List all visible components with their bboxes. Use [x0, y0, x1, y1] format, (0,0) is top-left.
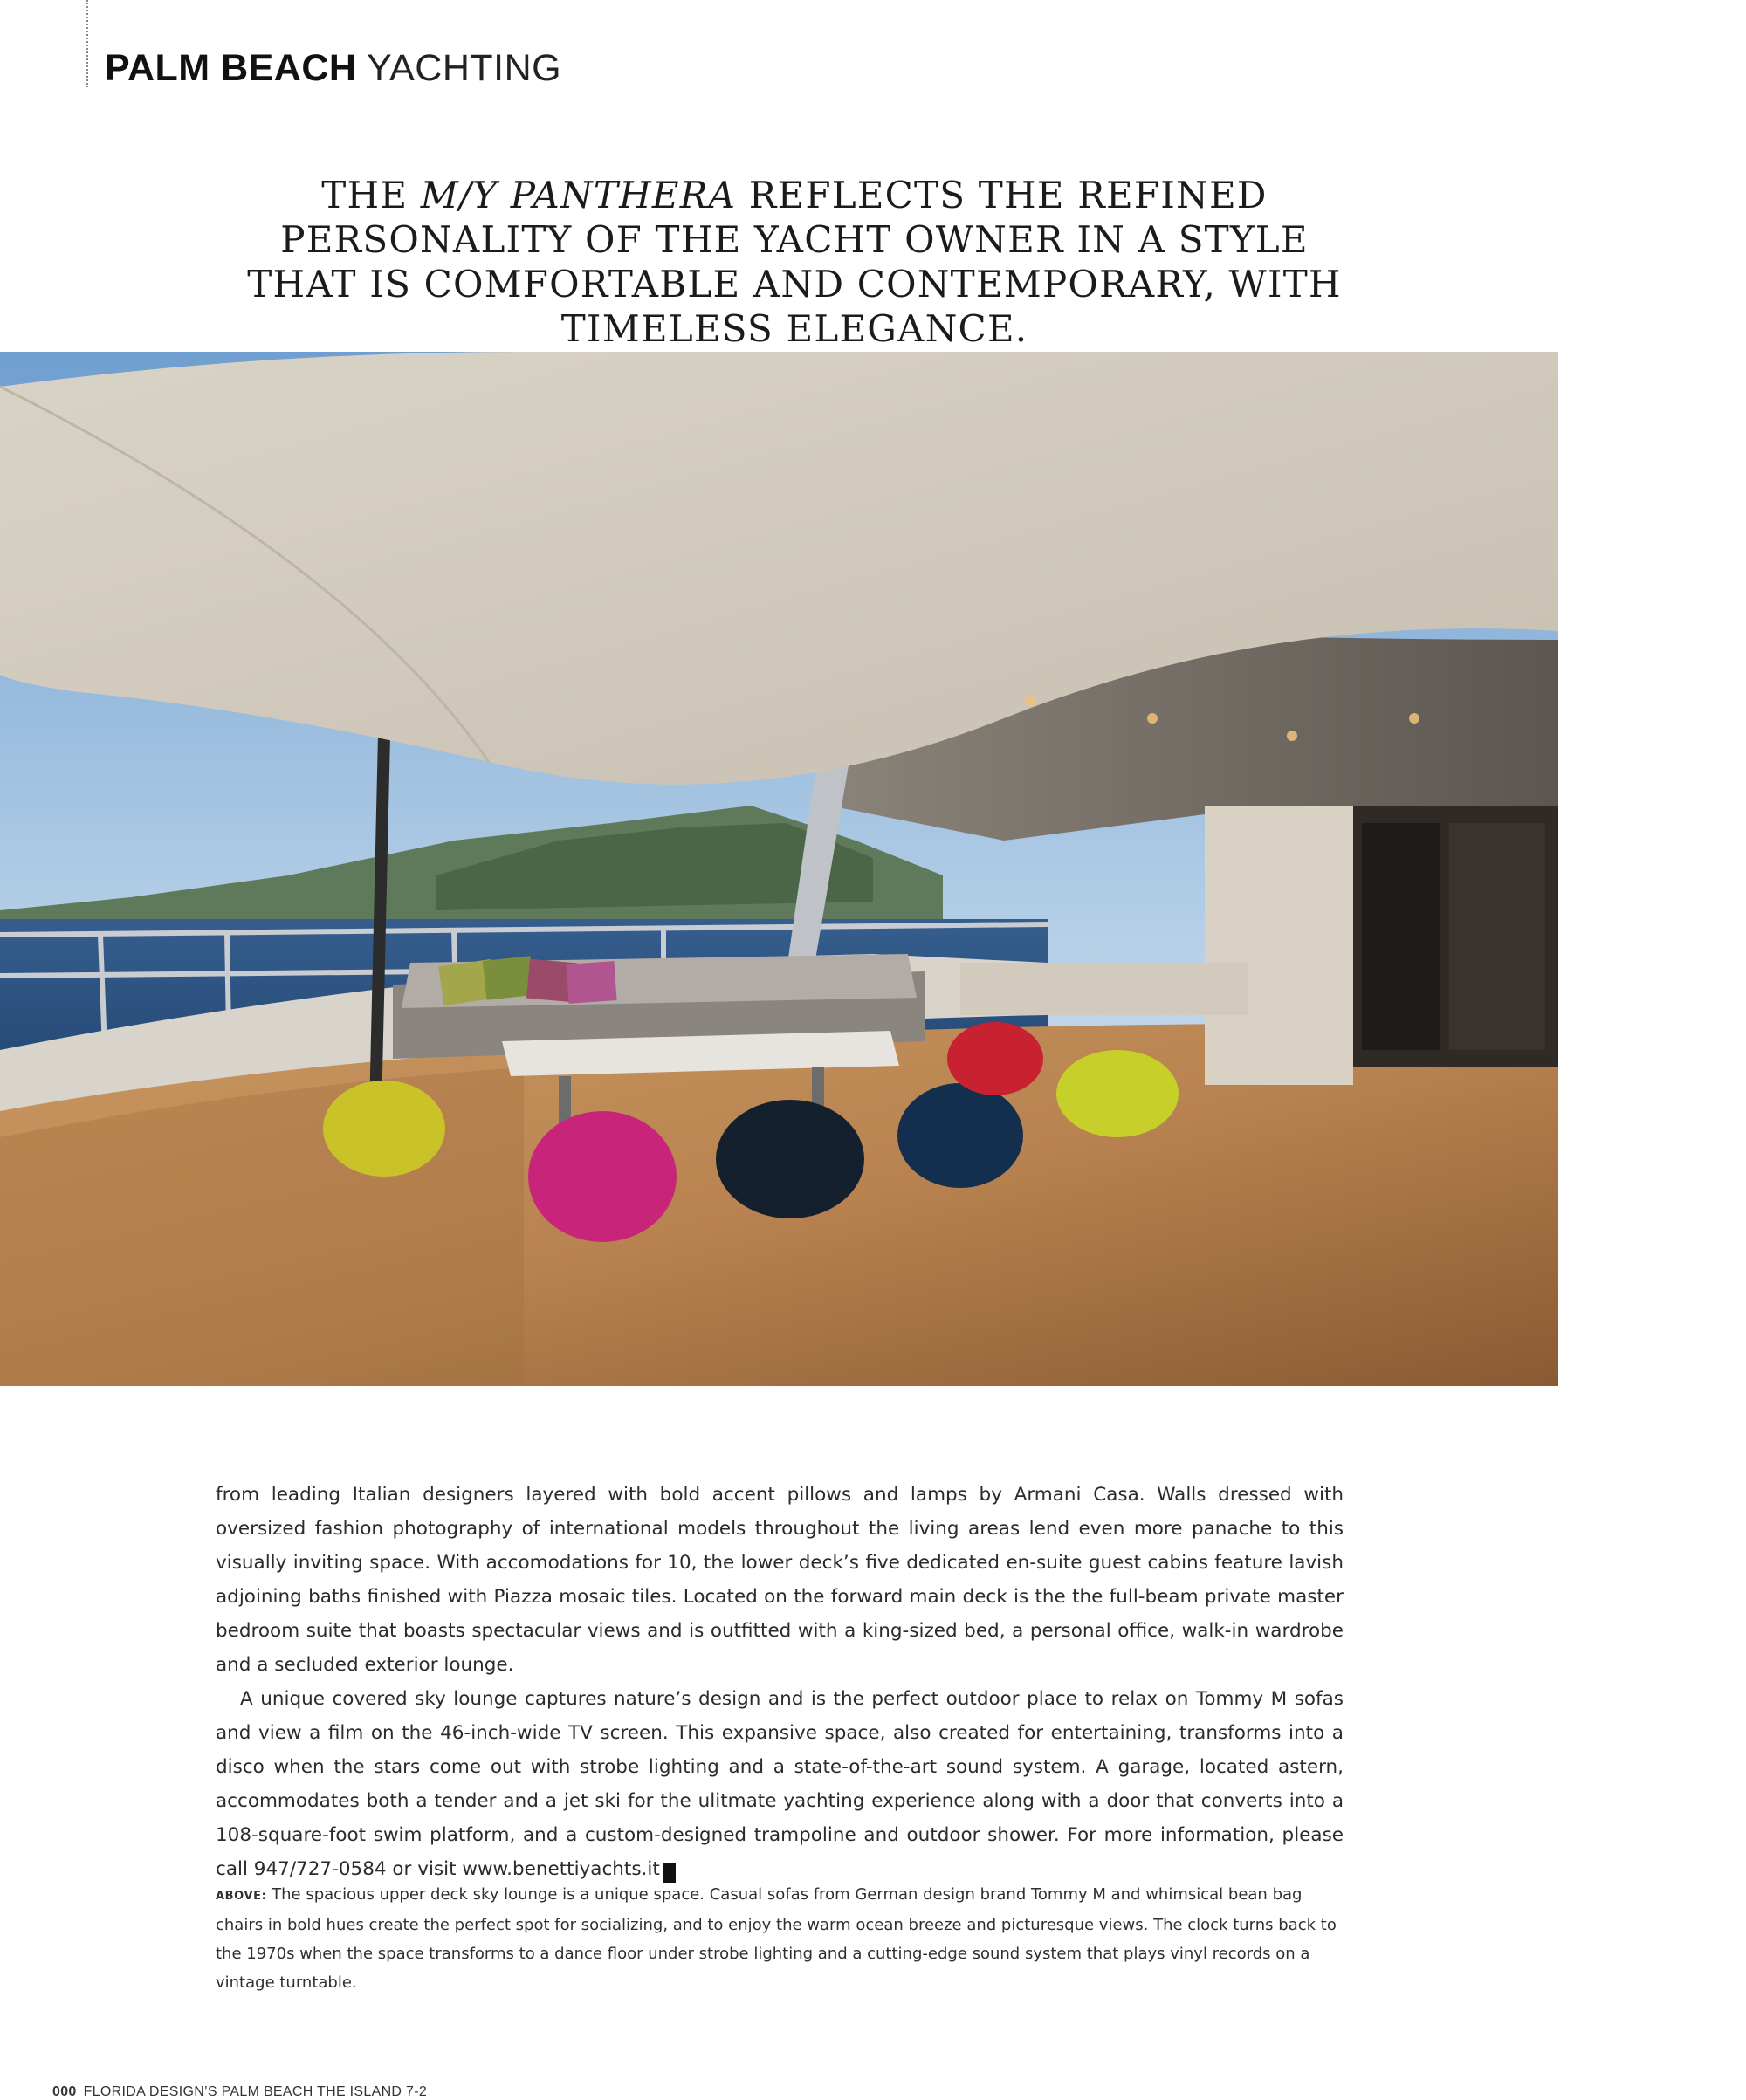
pull-quote-part1: THE: [321, 174, 421, 216]
photo-caption: [216, 1880, 1344, 1997]
page-number: 000: [52, 2084, 77, 2099]
bean-bag-pink: [528, 1111, 677, 1242]
vessel-name: PANTHERA: [510, 174, 737, 216]
bean-bag-navy: [897, 1083, 1023, 1188]
body-paragraph-2: [216, 1682, 1344, 1886]
yacht-deck-illustration: [0, 352, 1558, 1386]
section-heading: [105, 47, 561, 90]
bean-bag-red: [947, 1022, 1043, 1095]
page-footer: [52, 2084, 427, 2100]
body-paragraph-1: from leading Italian designers layered with bold accent pillows and lamps by Armani Casa. Walls dressed with oversized fashion photography of international models throughout the living areas lend even more panache to this visually inviting space. With accomodations for 10, the lower deck’s five dedicated en-suite guest cabins feature lavish adjoining baths finished with Piazza mosaic tiles. Located on the forward main deck is the the full-beam private master bedroom suite that boasts spectacular views and is outfitted with a king-sized bed, a personal office, walk-in wardrobe and a secluded exterior lounge.: [216, 1484, 1344, 1676]
yacht-deck-photo: [0, 352, 1558, 1386]
pull-quote: [236, 173, 1353, 351]
end-mark-icon: i: [663, 1863, 676, 1883]
bean-bag-black: [716, 1100, 864, 1218]
caption-text: The spacious upper deck sky lounge is a unique space. Casual sofas from German design brand Tommy M and whimsical bean bag chairs in bold hues create the perfect spot for socializing, and to enjoy the warm ocean breeze and picturesque views. The clock turns back to the 1970s when the space transforms to a dance floor under strobe lighting and a cutting-edge sound system that plays vinyl records on a vintage turntable.: [216, 1885, 1337, 1992]
section-heading-light: YACHTING: [367, 47, 562, 89]
bean-bag-yellow: [323, 1081, 445, 1177]
vessel-prefix: M/Y: [420, 174, 511, 216]
body-paragraph-2-text: A unique covered sky lounge captures nature’s design and is the perfect outdoor place to relax on Tommy M sofas and view a film on the 46-inch-wide TV screen. This expansive space, also created for entertaining, transforms into a disco when the stars come out with strobe lighting and a state-of-the-art sound system. A garage, located astern, accommodates both a tender and a jet ski for the ulitmate yachting experience along with a door that converts into a 108-square-foot swim platform, and a custom-designed trampoline and outdoor shower. For more information, please call 947/727-0584 or visit www.benettiyachts.it: [216, 1688, 1344, 1880]
section-heading-bold: PALM BEACH: [105, 47, 357, 89]
article-body: [216, 1478, 1344, 1886]
caption-lead: ABOVE:: [216, 1890, 267, 1903]
publication-name: FLORIDA DESIGN’S PALM BEACH THE ISLAND 7-2: [83, 2084, 428, 2099]
bean-bag-lime: [1056, 1050, 1179, 1137]
header-rule: [86, 0, 88, 87]
pull-quote-part2: REFLECTS THE REFINED PERSONALITY OF THE YACHT OWNER IN A STYLE THAT IS COMFORTABLE AND CONTEMPORARY, WITH TIMELESS ELEGANCE.: [247, 174, 1342, 350]
